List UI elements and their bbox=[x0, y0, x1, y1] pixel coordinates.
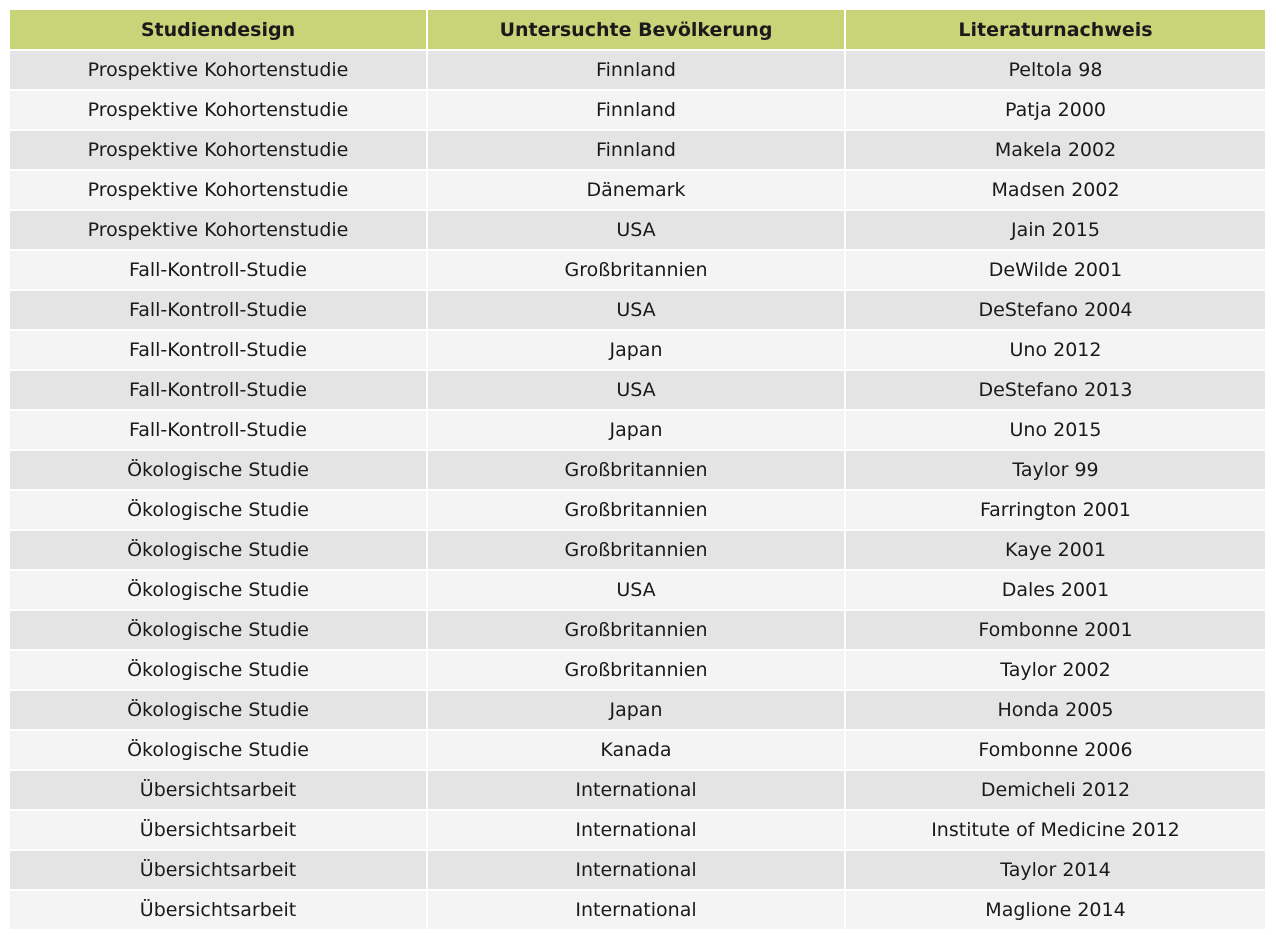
cell-study-design: Ökologische Studie bbox=[10, 531, 428, 571]
table-row bbox=[10, 331, 1265, 371]
cell-reference: Kaye 2001 bbox=[846, 531, 1265, 571]
table-row bbox=[10, 891, 1265, 931]
cell-population: Japan bbox=[428, 331, 846, 371]
cell-reference: Taylor 2014 bbox=[846, 851, 1265, 891]
table-row bbox=[10, 251, 1265, 291]
cell-reference: Uno 2012 bbox=[846, 331, 1265, 371]
table-row bbox=[10, 771, 1265, 811]
table-row bbox=[10, 131, 1265, 171]
cell-study-design: Prospektive Kohortenstudie bbox=[10, 171, 428, 211]
cell-population: USA bbox=[428, 571, 846, 611]
cell-population: International bbox=[428, 851, 846, 891]
header-study-design: Studiendesign bbox=[10, 10, 428, 51]
cell-reference: Jain 2015 bbox=[846, 211, 1265, 251]
cell-reference: Dales 2001 bbox=[846, 571, 1265, 611]
cell-population: Großbritannien bbox=[428, 531, 846, 571]
table-row bbox=[10, 51, 1265, 91]
table-row bbox=[10, 691, 1265, 731]
cell-reference: Taylor 99 bbox=[846, 451, 1265, 491]
cell-reference: Fombonne 2006 bbox=[846, 731, 1265, 771]
cell-reference: Institute of Medicine 2012 bbox=[846, 811, 1265, 851]
cell-population: Japan bbox=[428, 411, 846, 451]
table-row bbox=[10, 531, 1265, 571]
cell-study-design: Ökologische Studie bbox=[10, 611, 428, 651]
cell-reference: DeStefano 2013 bbox=[846, 371, 1265, 411]
cell-study-design: Fall-Kontroll-Studie bbox=[10, 291, 428, 331]
table-row bbox=[10, 211, 1265, 251]
studies-table bbox=[10, 10, 1265, 931]
cell-population: International bbox=[428, 891, 846, 931]
table-row bbox=[10, 851, 1265, 891]
table-row bbox=[10, 491, 1265, 531]
header-row bbox=[10, 10, 1265, 51]
cell-population: International bbox=[428, 811, 846, 851]
header-population: Untersuchte Bevölkerung bbox=[428, 10, 846, 51]
table-row bbox=[10, 811, 1265, 851]
cell-study-design: Fall-Kontroll-Studie bbox=[10, 331, 428, 371]
cell-study-design: Fall-Kontroll-Studie bbox=[10, 251, 428, 291]
table-row bbox=[10, 611, 1265, 651]
cell-population: Großbritannien bbox=[428, 451, 846, 491]
cell-study-design: Übersichtsarbeit bbox=[10, 771, 428, 811]
cell-study-design: Übersichtsarbeit bbox=[10, 811, 428, 851]
table-row bbox=[10, 371, 1265, 411]
cell-population: Großbritannien bbox=[428, 651, 846, 691]
cell-study-design: Prospektive Kohortenstudie bbox=[10, 211, 428, 251]
cell-reference: Honda 2005 bbox=[846, 691, 1265, 731]
cell-study-design: Ökologische Studie bbox=[10, 491, 428, 531]
cell-study-design: Ökologische Studie bbox=[10, 651, 428, 691]
cell-reference: Demicheli 2012 bbox=[846, 771, 1265, 811]
cell-reference: Patja 2000 bbox=[846, 91, 1265, 131]
table-header bbox=[10, 10, 1265, 51]
cell-reference: Farrington 2001 bbox=[846, 491, 1265, 531]
cell-population: International bbox=[428, 771, 846, 811]
header-reference: Literaturnachweis bbox=[846, 10, 1265, 51]
cell-population: Großbritannien bbox=[428, 491, 846, 531]
table-row bbox=[10, 291, 1265, 331]
cell-population: Großbritannien bbox=[428, 251, 846, 291]
cell-study-design: Ökologische Studie bbox=[10, 571, 428, 611]
cell-population: Finnland bbox=[428, 91, 846, 131]
cell-study-design: Ökologische Studie bbox=[10, 451, 428, 491]
cell-population: USA bbox=[428, 291, 846, 331]
cell-population: USA bbox=[428, 371, 846, 411]
cell-study-design: Übersichtsarbeit bbox=[10, 851, 428, 891]
cell-population: Kanada bbox=[428, 731, 846, 771]
cell-study-design: Prospektive Kohortenstudie bbox=[10, 91, 428, 131]
cell-reference: Taylor 2002 bbox=[846, 651, 1265, 691]
cell-population: Großbritannien bbox=[428, 611, 846, 651]
cell-reference: DeStefano 2004 bbox=[846, 291, 1265, 331]
table-body bbox=[10, 51, 1265, 931]
table-row bbox=[10, 171, 1265, 211]
cell-population: Dänemark bbox=[428, 171, 846, 211]
table-row bbox=[10, 731, 1265, 771]
cell-population: Japan bbox=[428, 691, 846, 731]
table-row bbox=[10, 451, 1265, 491]
table-row bbox=[10, 651, 1265, 691]
cell-study-design: Ökologische Studie bbox=[10, 731, 428, 771]
cell-study-design: Prospektive Kohortenstudie bbox=[10, 131, 428, 171]
cell-reference: Madsen 2002 bbox=[846, 171, 1265, 211]
table-row bbox=[10, 411, 1265, 451]
cell-study-design: Fall-Kontroll-Studie bbox=[10, 411, 428, 451]
cell-study-design: Prospektive Kohortenstudie bbox=[10, 51, 428, 91]
cell-reference: Fombonne 2001 bbox=[846, 611, 1265, 651]
cell-population: Finnland bbox=[428, 131, 846, 171]
cell-reference: Peltola 98 bbox=[846, 51, 1265, 91]
cell-study-design: Fall-Kontroll-Studie bbox=[10, 371, 428, 411]
cell-population: USA bbox=[428, 211, 846, 251]
table-row bbox=[10, 91, 1265, 131]
cell-reference: Makela 2002 bbox=[846, 131, 1265, 171]
table-row bbox=[10, 571, 1265, 611]
cell-reference: Maglione 2014 bbox=[846, 891, 1265, 931]
cell-reference: Uno 2015 bbox=[846, 411, 1265, 451]
studies-table-container bbox=[10, 10, 1265, 931]
cell-study-design: Übersichtsarbeit bbox=[10, 891, 428, 931]
cell-reference: DeWilde 2001 bbox=[846, 251, 1265, 291]
cell-population: Finnland bbox=[428, 51, 846, 91]
cell-study-design: Ökologische Studie bbox=[10, 691, 428, 731]
